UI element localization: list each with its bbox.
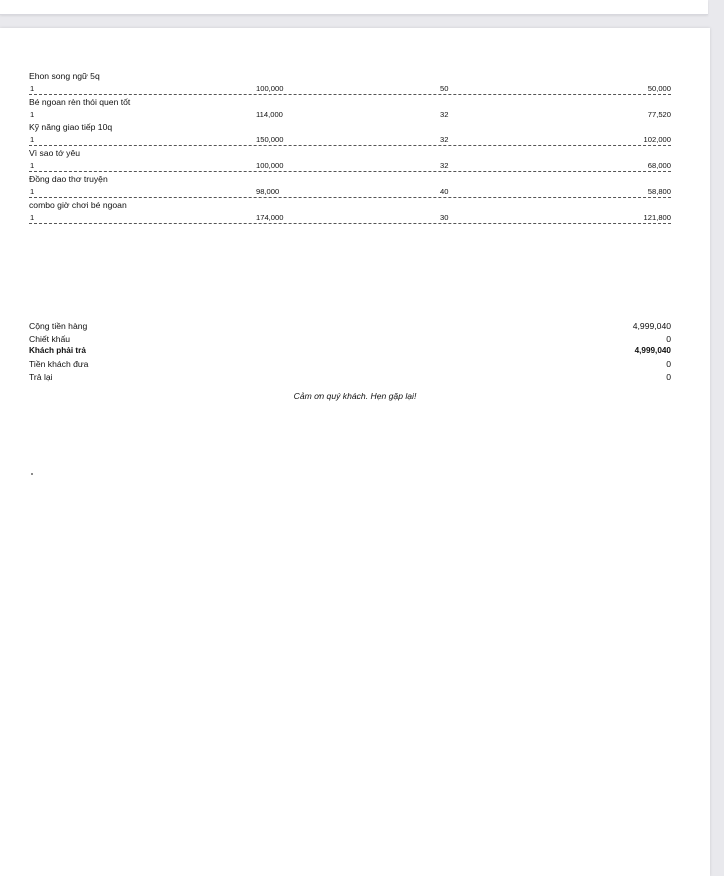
item-unit-price: 150,000 <box>256 135 284 144</box>
paid-value: 0 <box>666 359 671 370</box>
item-name: Đồng dao thơ truyện <box>29 174 108 184</box>
discount-label: Chiết khấu <box>29 333 71 344</box>
item-line-total: 77,520 <box>647 110 671 119</box>
item-detail-row <box>29 134 671 146</box>
list-item <box>29 173 671 198</box>
stray-dot <box>31 473 33 475</box>
item-unit-price: 174,000 <box>256 213 284 222</box>
item-name: Ehon song ngữ 5q <box>29 71 100 81</box>
item-discount: 32 <box>440 161 449 170</box>
item-quantity: 1 <box>30 84 35 93</box>
change-row <box>29 371 671 384</box>
item-line-total: 121,800 <box>643 213 671 222</box>
subtotal-row <box>29 320 671 333</box>
change-value: 0 <box>666 371 671 382</box>
receipt-totals <box>29 320 671 383</box>
item-unit-price: 100,000 <box>256 161 284 170</box>
item-detail-row <box>29 186 671 198</box>
item-line-total: 58,800 <box>647 187 671 196</box>
paid-label: Tiền khách đưa <box>29 359 89 370</box>
list-item <box>29 121 671 146</box>
receipt-page <box>0 28 710 876</box>
item-name: Bé ngoan rèn thói quen tốt <box>29 97 131 107</box>
thank-you-message: Cảm ơn quý khách. Hẹn gặp lại! <box>293 391 417 401</box>
item-discount: 32 <box>440 110 449 119</box>
previous-page-edge <box>0 0 708 15</box>
item-detail-row <box>29 109 671 120</box>
item-detail-row <box>29 160 671 172</box>
item-discount: 30 <box>440 213 449 222</box>
item-quantity: 1 <box>30 187 35 196</box>
item-detail-row <box>29 212 671 224</box>
item-unit-price: 114,000 <box>256 110 283 119</box>
subtotal-label: Cộng tiền hàng <box>29 321 88 331</box>
paid-row <box>29 358 671 371</box>
list-item <box>29 199 671 224</box>
subtotal-value: 4,999,040 <box>632 321 671 331</box>
receipt-item-list <box>29 70 671 225</box>
item-discount: 40 <box>440 187 449 196</box>
item-discount: 50 <box>440 84 449 93</box>
change-label: Trả lại <box>29 371 53 382</box>
item-quantity: 1 <box>30 213 35 222</box>
discount-value: 0 <box>666 333 671 344</box>
item-unit-price: 98,000 <box>256 187 280 196</box>
payable-value: 4,999,040 <box>634 346 671 356</box>
item-unit-price: 100,000 <box>256 84 284 93</box>
list-item <box>29 147 671 172</box>
item-discount: 32 <box>440 135 449 144</box>
payable-label: Khách phải trả <box>29 346 86 356</box>
list-item <box>29 70 671 95</box>
item-line-total: 68,000 <box>647 161 671 170</box>
discount-row <box>29 333 671 346</box>
item-quantity: 1 <box>30 161 35 170</box>
item-name: Kỹ năng giao tiếp 10q <box>29 122 113 132</box>
payable-row <box>29 345 671 358</box>
item-detail-row <box>29 83 671 95</box>
item-name: Vì sao tớ yêu <box>29 148 81 158</box>
item-line-total: 102,000 <box>643 135 671 144</box>
item-quantity: 1 <box>30 135 35 144</box>
item-name: combo giờ chơi bé ngoan <box>29 200 127 210</box>
item-quantity: 1 <box>30 110 35 119</box>
list-item <box>29 96 671 120</box>
item-line-total: 50,000 <box>647 84 671 93</box>
